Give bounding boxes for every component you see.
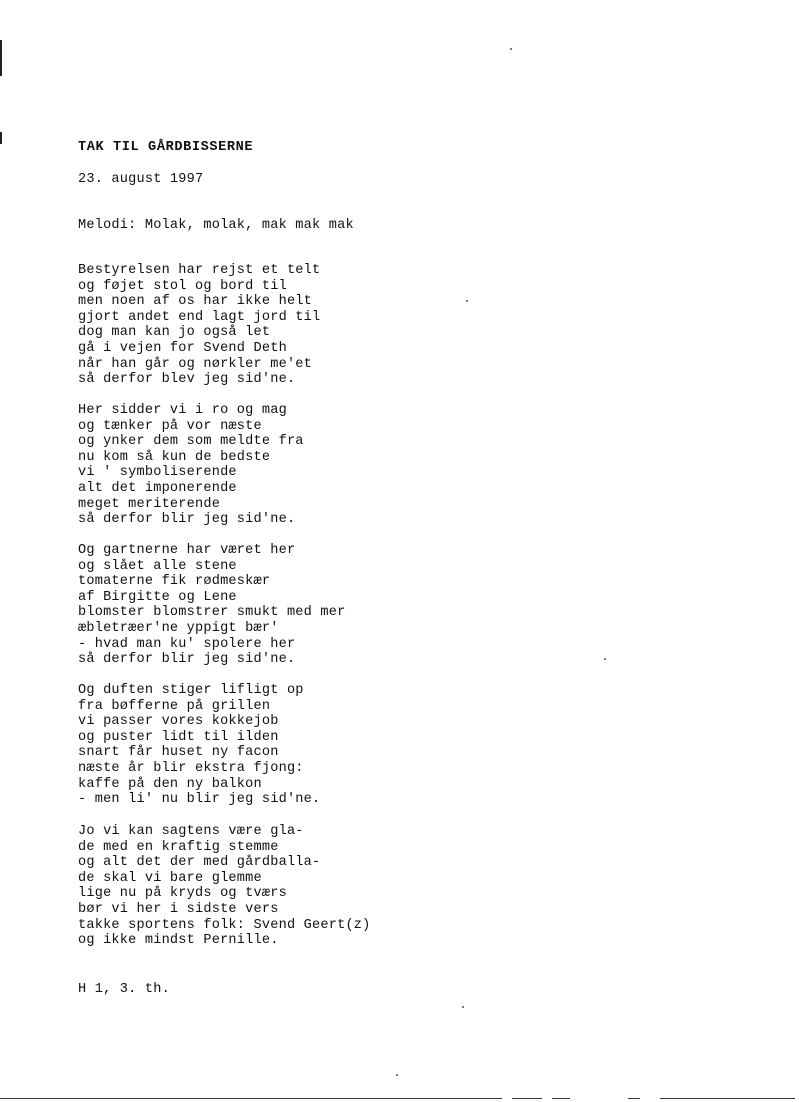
verse-line: lige nu på kryds og tværs xyxy=(78,886,287,902)
verse-line: og ynker dem som meldte fra xyxy=(78,434,304,450)
verse-line: og føjet stol og bord til xyxy=(78,278,287,294)
stanza-1 xyxy=(78,263,320,388)
verse-line: men noen af os har ikke helt xyxy=(78,294,313,310)
verse-line: de med en kraftig stemme xyxy=(78,839,279,855)
verse-line: blomster blomstrer smukt med mer xyxy=(78,605,346,621)
scan-edge-mark-mid xyxy=(0,132,2,144)
verse-line: så derfor blev jeg sid'ne. xyxy=(78,372,296,388)
verse-line: gå i vejen for Svend Deth xyxy=(78,340,287,356)
verse-line: næste år blir ekstra fjong: xyxy=(78,760,304,776)
verse-line: dog man kan jo også let xyxy=(78,325,271,341)
verse-line: så derfor blir jeg sid'ne. xyxy=(78,652,296,668)
verse-line: gjort andet end lagt jord til xyxy=(78,309,321,325)
verse-line: af Birgitte og Lene xyxy=(78,589,237,605)
verse-line: og alt det der med gårdballa- xyxy=(78,855,321,871)
document-title: TAK TIL GÅRDBISSERNE xyxy=(78,140,254,155)
verse-line: Og duften stiger lifligt op xyxy=(78,683,304,698)
verse-line: og puster lidt til ilden xyxy=(78,729,279,745)
scan-speck xyxy=(466,300,468,302)
verse-line: - hvad man ku' spolere her xyxy=(78,636,296,652)
scan-bottom-rule xyxy=(512,1098,542,1099)
verse-line: fra bøfferne på grillen xyxy=(78,698,271,714)
verse-line: snart får huset ny facon xyxy=(78,745,279,761)
verse-line: bør vi her i sidste vers xyxy=(78,901,279,917)
verse-line: - men li' nu blir jeg sid'ne. xyxy=(78,792,321,808)
stanza-2 xyxy=(78,403,304,528)
verse-line: takke sportens folk: Svend Geert(z) xyxy=(78,917,371,933)
melody-line: Melodi: Molak, molak, mak mak mak xyxy=(78,218,354,233)
verse-line: kaffe på den ny balkon xyxy=(78,776,262,792)
verse-line: så derfor blir jeg sid'ne. xyxy=(78,512,296,528)
verse-line: vi ' symboliserende xyxy=(78,465,237,481)
scan-edge-mark-top xyxy=(0,40,2,76)
verse-line: æbletræer'ne yppigt bær' xyxy=(78,620,279,636)
scan-bottom-rule xyxy=(628,1098,640,1099)
signature: H 1, 3. th. xyxy=(78,982,170,997)
verse-line: og slået alle stene xyxy=(78,558,237,574)
scan-speck xyxy=(462,1006,464,1008)
verse-line: og tænker på vor næste xyxy=(78,418,262,434)
verse-line: og ikke mindst Pernille. xyxy=(78,933,279,949)
verse-line: Her sidder vi i ro og mag xyxy=(78,403,287,418)
stanza-4 xyxy=(78,683,320,808)
document-date: 23. august 1997 xyxy=(78,172,204,187)
stanza-5 xyxy=(78,824,371,949)
scan-bottom-rule xyxy=(0,1098,502,1099)
verse-line: tomaterne fik rødmeskær xyxy=(78,574,271,590)
verse-line: alt det imponerende xyxy=(78,480,237,496)
verse-line: de skal vi bare glemme xyxy=(78,870,262,886)
verse-line: Og gartnerne har været her xyxy=(78,543,296,558)
verse-line: nu kom så kun de bedste xyxy=(78,449,271,465)
scan-speck xyxy=(396,1074,398,1076)
scan-bottom-rule xyxy=(552,1098,570,1099)
scan-speck xyxy=(510,48,512,50)
verse-line: når han går og nørkler me'et xyxy=(78,356,313,372)
verse-line: vi passer vores kokkejob xyxy=(78,714,279,730)
verse-line: Jo vi kan sagtens være gla- xyxy=(78,824,304,839)
stanza-3 xyxy=(78,543,345,668)
scan-speck xyxy=(604,658,606,660)
scan-bottom-rule xyxy=(660,1098,795,1099)
verse-line: Bestyrelsen har rejst et telt xyxy=(78,263,321,278)
verse-line: meget meriterende xyxy=(78,496,221,512)
